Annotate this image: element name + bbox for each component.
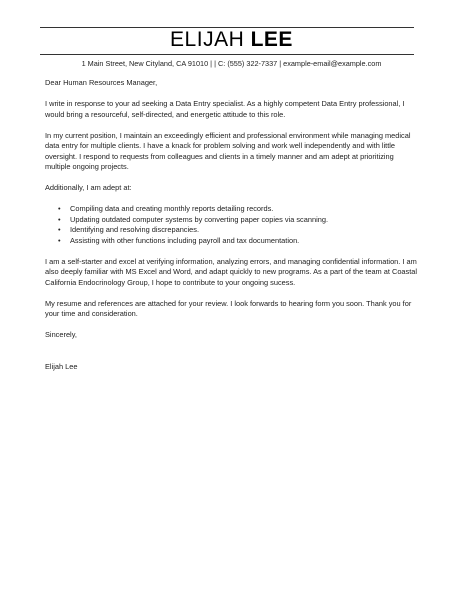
bullet-icon: • <box>58 204 61 213</box>
paragraph-qualifications: I am a self-starter and excel at verifying information, analyzing errors, and managing confidential information. I am also deeply familiar with MS Excel and Word, and adapt quickly to new programs. As a part of the team at Coastal California Endocrinology Group, I hope to contribute to your ongoing sucess. <box>45 256 418 287</box>
list-item <box>58 235 419 247</box>
skill-text: Identifying and resolving discrepancies. <box>70 225 200 234</box>
list-item <box>58 214 419 226</box>
last-name: LEE <box>250 28 293 51</box>
applicant-name <box>0 28 463 52</box>
paragraph-intro: I write in response to your ad seeking a Data Entry specialist. As a highly competent Data Entry professional, I would bring a resourceful, self-directed, and energetic attitude to this role. <box>45 99 405 119</box>
bullet-icon: • <box>58 235 61 245</box>
bullet-icon: • <box>58 225 61 234</box>
skills-list <box>45 204 419 246</box>
letter-body <box>45 78 419 383</box>
first-name: ELIJAH <box>170 28 245 51</box>
closing-salutation: Sincerely, <box>45 330 77 339</box>
paragraph-closing: My resume and references are attached for your review. I look forwards to hearing form you soon. Thank you for your time and consideration. <box>45 298 412 318</box>
salutation: Dear Human Resources Manager, <box>45 78 158 87</box>
contact-line: 1 Main Street, New Cityland, CA 91010 | | C: (555) 322-7337 | example-email@example.com <box>81 59 382 68</box>
skill-text: Compiling data and creating monthly reports detailing records. <box>70 204 274 213</box>
skill-text: Assisting with other functions including payroll and tax documentation. <box>70 235 300 245</box>
bullet-icon: • <box>58 214 61 224</box>
paragraph-current-position: In my current position, I maintain an exceedingly efficient and professional environment while managing medical data entry for multiple clients. I have a knack for problem solving and work well independently and with little oversight. I respond to requests from colleagues and clients in a timely manner and am adept at prioritizing multiple ongoing projects. <box>45 130 411 171</box>
signature-name: Elijah Lee <box>45 361 78 371</box>
list-item <box>58 204 419 215</box>
list-item <box>58 225 419 236</box>
header-bottom-rule <box>40 54 414 55</box>
skill-text: Updating outdated computer systems by converting paper copies via scanning. <box>70 214 328 224</box>
skills-intro: Additionally, I am adept at: <box>45 183 132 192</box>
